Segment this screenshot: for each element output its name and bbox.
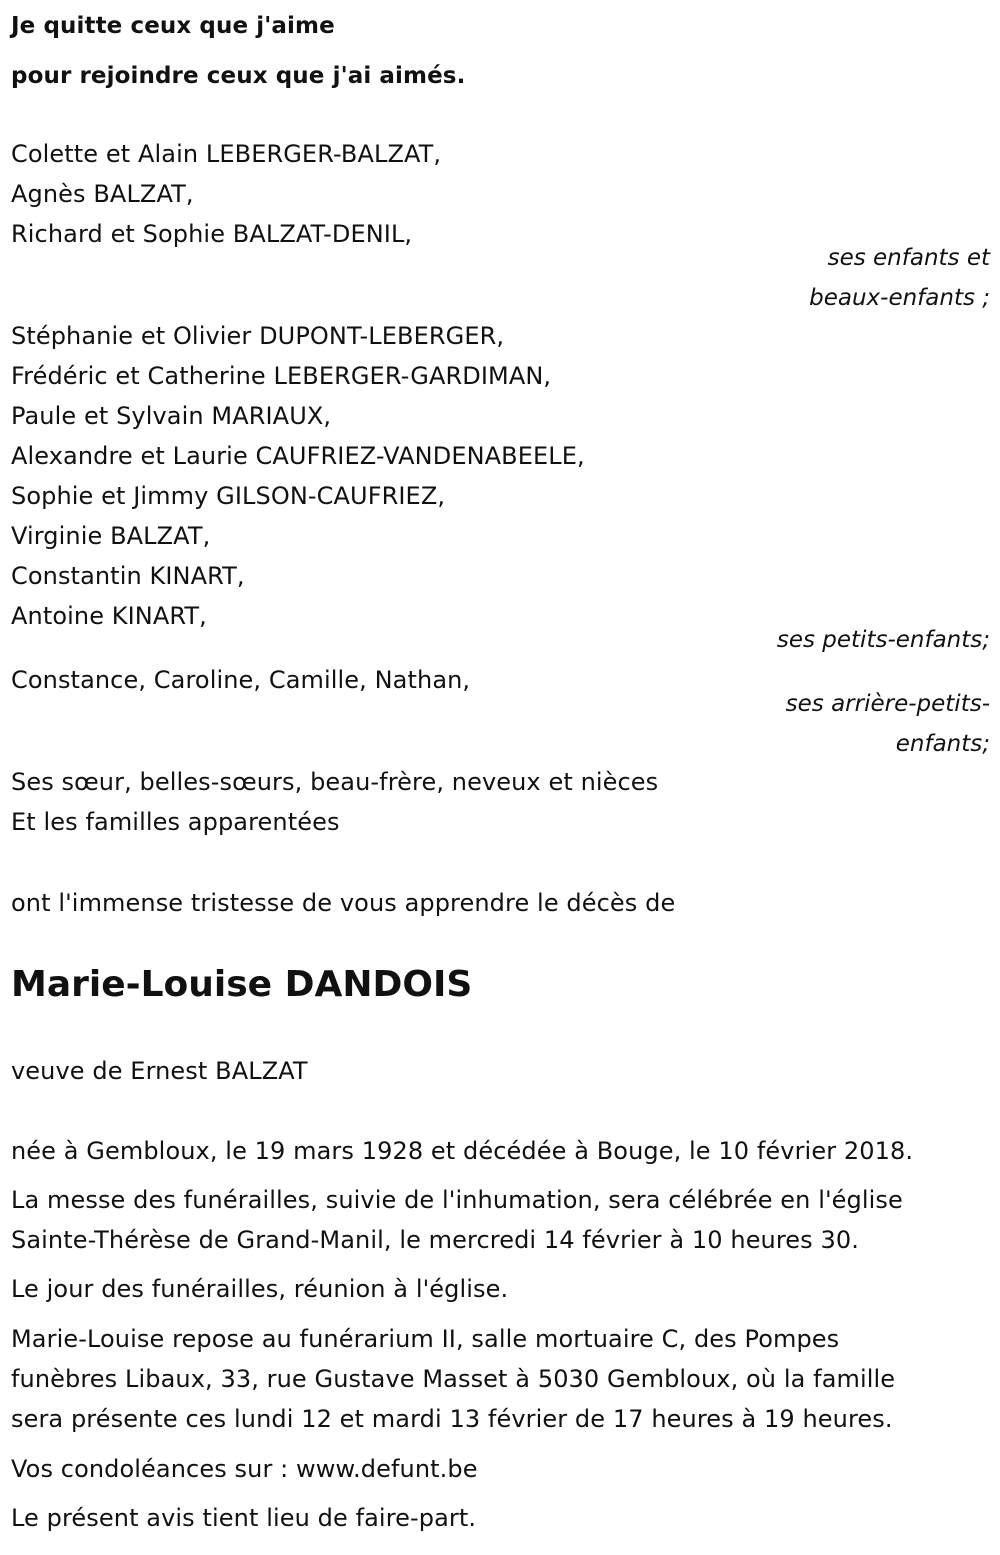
grandchildren-role: ses petits-enfants; bbox=[776, 627, 990, 653]
grandchild-name: Sophie et Jimmy GILSON-CAUFRIEZ, bbox=[11, 482, 446, 510]
grandchild-name: Virginie BALZAT, bbox=[11, 522, 211, 550]
grandchild-name: Paule et Sylvain MARIAUX, bbox=[11, 402, 332, 430]
rest-line-3: sera présente ces lundi 12 et mardi 13 février de 17 heures à 19 heures. bbox=[11, 1405, 893, 1433]
child-name: Colette et Alain LEBERGER-BALZAT, bbox=[11, 140, 442, 168]
widow-of: veuve de Ernest BALZAT bbox=[11, 1057, 308, 1085]
children-role-line-2: beaux-enfants ; bbox=[809, 285, 990, 311]
grandchild-name: Constantin KINART, bbox=[11, 562, 245, 590]
great-grandchildren-role-line-2: enfants; bbox=[895, 731, 990, 757]
child-name: Agnès BALZAT, bbox=[11, 180, 194, 208]
deceased-name: Marie-Louise DANDOIS bbox=[11, 964, 473, 1005]
rest-line-1: Marie-Louise repose au funérarium II, salle mortuaire C, des Pompes bbox=[11, 1325, 840, 1353]
family-line-1: Ses sœur, belles-sœurs, beau-frère, neveux et nièces bbox=[11, 768, 659, 796]
notice-line: Le présent avis tient lieu de faire-part. bbox=[11, 1504, 477, 1532]
mass-line-1: La messe des funérailles, suivie de l'inhumation, sera célébrée en l'église bbox=[11, 1186, 903, 1214]
grandchild-name: Alexandre et Laurie CAUFRIEZ-VANDENABEELE, bbox=[11, 442, 585, 470]
grandchild-name: Frédéric et Catherine LEBERGER-GARDIMAN, bbox=[11, 362, 552, 390]
birth-death-line: née à Gembloux, le 19 mars 1928 et décédée à Bouge, le 10 février 2018. bbox=[11, 1137, 914, 1165]
family-line-2: Et les familles apparentées bbox=[11, 808, 340, 836]
announcement: ont l'immense tristesse de vous apprendre le décès de bbox=[11, 889, 676, 917]
condolences-line: Vos condoléances sur : www.defunt.be bbox=[11, 1455, 478, 1483]
rest-line-2: funèbres Libaux, 33, rue Gustave Masset à 5030 Gembloux, où la famille bbox=[11, 1365, 896, 1393]
children-role-line-1: ses enfants et bbox=[827, 245, 990, 271]
quote-line-1: Je quitte ceux que j'aime bbox=[11, 13, 335, 39]
child-name: Richard et Sophie BALZAT-DENIL, bbox=[11, 220, 413, 248]
grandchild-name: Stéphanie et Olivier DUPONT-LEBERGER, bbox=[11, 322, 505, 350]
mass-line-2: Sainte-Thérèse de Grand-Manil, le mercredi 14 février à 10 heures 30. bbox=[11, 1226, 859, 1254]
meeting-line: Le jour des funérailles, réunion à l'église. bbox=[11, 1275, 509, 1303]
great-grandchildren-role-line-1: ses arrière-petits- bbox=[785, 691, 990, 717]
great-grandchildren-names: Constance, Caroline, Camille, Nathan, bbox=[11, 666, 471, 694]
quote-line-2: pour rejoindre ceux que j'ai aimés. bbox=[11, 63, 466, 89]
grandchild-name: Antoine KINART, bbox=[11, 602, 207, 630]
